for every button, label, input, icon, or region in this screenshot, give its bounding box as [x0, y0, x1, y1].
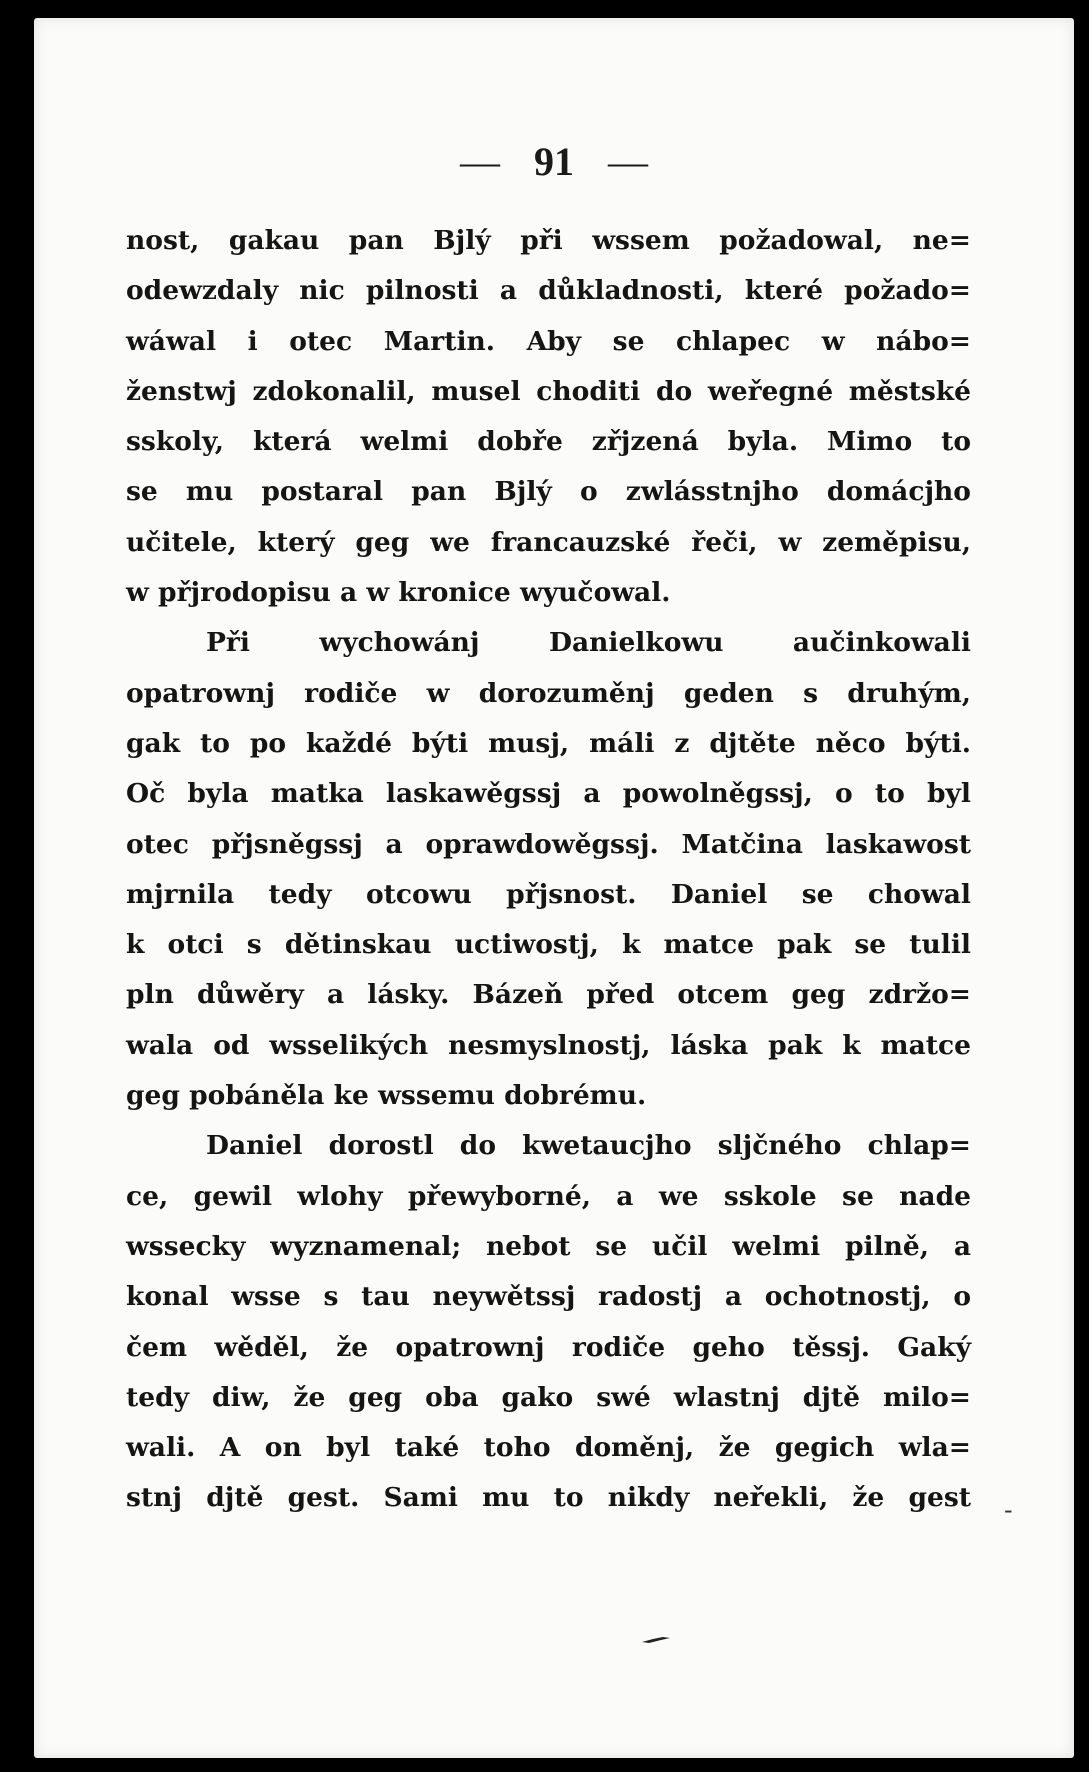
page-header — [34, 138, 1074, 185]
text-line: Oč byla matka laskawěgssj a powolněgssj, o to byl — [126, 778, 971, 810]
text-line: Při wychowánj Danielkowu aučinkowali — [206, 627, 971, 659]
text-line: pln důwěry a lásky. Bázeň před otcem geg zdržo= — [126, 979, 971, 1011]
text-line: tedy diw, že geg oba gako swé wlastnj djtě milo= — [126, 1381, 971, 1413]
text-line: Daniel dorostl do kwetaucjho sljčného chlap= — [206, 1130, 971, 1162]
text-line: mjrnila tedy otcowu přjsnost. Daniel se chowal — [126, 878, 971, 910]
text-line: konal wsse s tau neywětssj radostj a ochotnostj, o — [126, 1281, 971, 1313]
text-line: k otci s dětinskau uctiwostj, k matce pak se tulil — [126, 929, 971, 961]
text-line: ženstwj zdokonalil, musel choditi do weřegné městské — [126, 375, 971, 407]
text-line: wáwal i otec Martin. Aby se chlapec w nábo= — [126, 325, 971, 357]
text-line: čem wěděl, že opatrownj rodiče geho těssj. Gaký — [126, 1331, 971, 1363]
ink-blot-mark — [641, 1636, 671, 1644]
body-text — [126, 216, 971, 1524]
header-dash-right: — — [608, 139, 648, 184]
header-dash-left: — — [460, 139, 500, 184]
text-line: wssecky wyznamenal; nebot se učil welmi pilně, a — [126, 1230, 971, 1262]
text-line: geg pobáněla ke wssemu dobrému. — [126, 1080, 647, 1112]
margin-mark: - — [1004, 1496, 1013, 1524]
text-line: učitele, který geg we francauzské řeči, w zeměpisu, — [126, 526, 971, 558]
page-number: 91 — [534, 139, 574, 184]
text-line: ce, gewil wlohy přewyborné, a we sskole se nade — [126, 1180, 971, 1212]
text-line: nost, gakau pan Bjlý při wssem požadowal, ne= — [126, 225, 971, 256]
text-line: stnj djtě gest. Sami mu to nikdy neřekli, že gest — [126, 1482, 971, 1514]
book-page — [34, 18, 1074, 1758]
text-line: otec přjsněgssj a oprawdowěgssj. Matčina laskawost — [126, 828, 971, 860]
text-line: w přjrodopisu a w kronice wyučowal. — [126, 577, 671, 609]
text-line: se mu postaral pan Bjlý o zwlásstnjho domácjho — [126, 476, 971, 508]
text-line: odewzdaly nic pilnosti a důkladnosti, které požado= — [126, 275, 971, 307]
text-line: opatrownj rodiče w dorozuměnj geden s druhým, — [126, 677, 971, 709]
text-line: wali. A on byl také toho doměnj, že gegich wla= — [126, 1432, 971, 1464]
text-line: gak to po každé býti musj, máli z djtěte něco býti. — [126, 727, 971, 759]
text-line: wala od wsselikých nesmyslnostj, láska pak k matce — [126, 1029, 971, 1061]
text-line: sskoly, která welmi dobře zřjzená byla. Mimo to — [126, 426, 971, 458]
